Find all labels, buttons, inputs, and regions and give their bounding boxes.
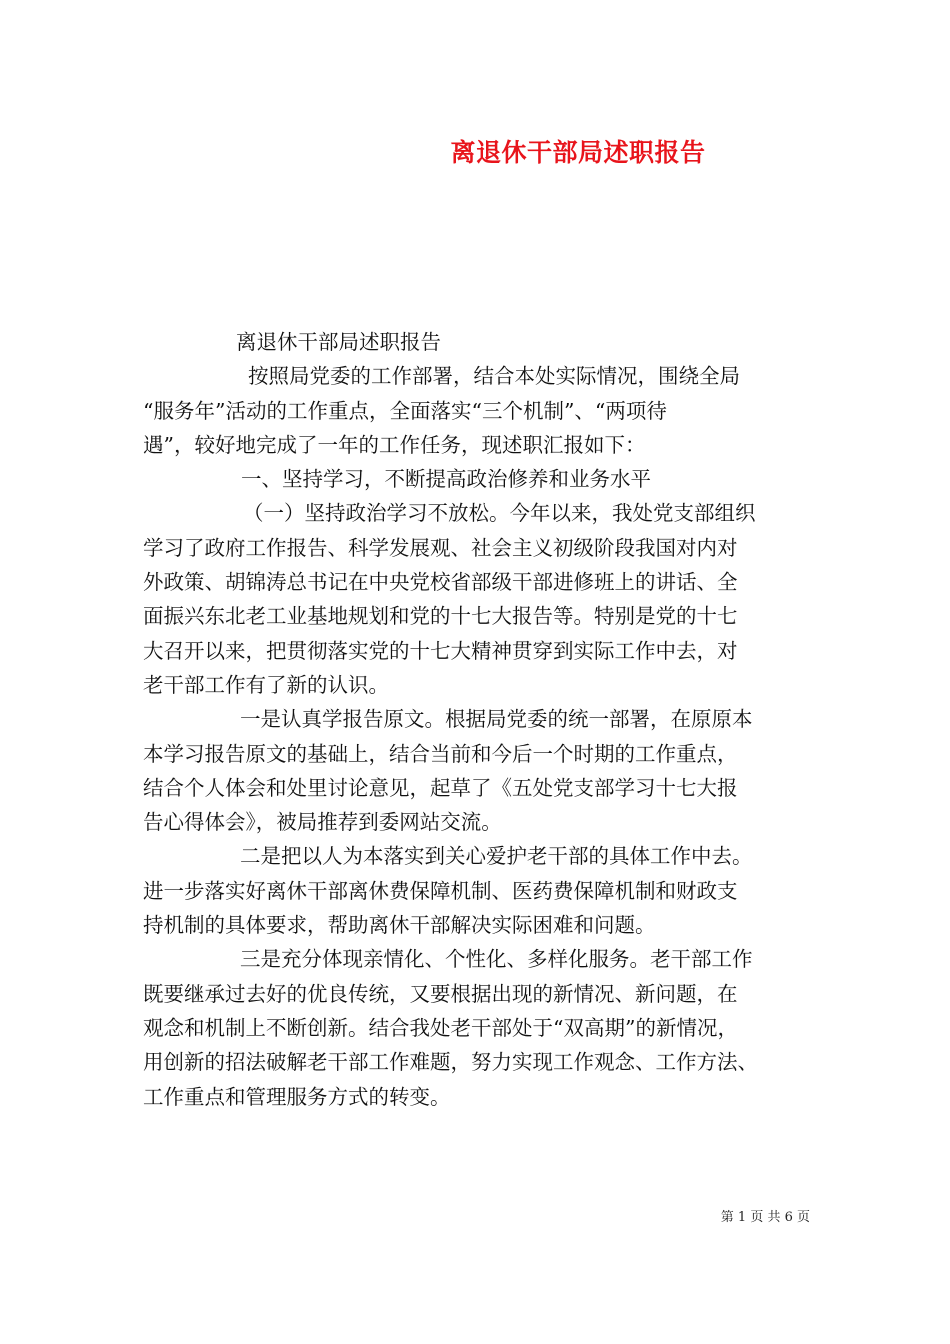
paragraph-line: 一是认真学报告原文。根据局党委的统一部署，在原原本 [240,707,753,732]
paragraph-line: 既要继承过去好的优良传统，又要根据出现的新情况、新问题，在 [143,981,738,1006]
paragraph-line: 三是充分体现亲情化、个性化、多样化服务。老干部工作 [240,947,753,972]
page-title: 离退休干部局述职报告 [450,138,706,167]
paragraph-line: 观念和机制上不断创新。结合我处老干部处于“双高期”的新情况， [143,1015,738,1040]
page-number-footer: 第 1 页 共 6 页 [720,1210,810,1225]
paragraph-line: “服务年”活动的工作重点，全面落实“三个机制”、“两项待 [143,398,667,423]
paragraph-line: 二是把以人为本落实到关心爱护老干部的具体工作中去。 [240,844,753,869]
subsection-heading-line: （一）坚持政治学习不放松。今年以来，我处党支部组织 [243,501,756,526]
paragraph-line: 按照局党委的工作部署，结合本处实际情况，围绕全局 [248,364,740,389]
section-heading: 一、坚持学习，不断提高政治修养和业务水平 [241,467,651,492]
paragraph-line: 大召开以来，把贯彻落实党的十七大精神贯穿到实际工作中去，对 [143,638,738,663]
paragraph-line: 持机制的具体要求，帮助离休干部解决实际困难和问题。 [143,913,656,938]
paragraph-line: 遇”，较好地完成了一年的工作任务，现述职汇报如下： [143,432,646,457]
paragraph-line: 老干部工作有了新的认识。 [143,672,389,697]
paragraph-line: 结合个人体会和处里讨论意见，起草了《五处党支部学习十七大报 [143,775,738,800]
paragraph-line: 告心得体会》，被局推荐到委网站交流。 [143,810,502,835]
paragraph-line: 用创新的招法破解老干部工作难题，努力实现工作观念、工作方法、 [143,1050,758,1075]
document-body [143,325,813,1114]
paragraph-line: 面振兴东北老工业基地规划和党的十七大报告等。特别是党的十七 [143,604,738,629]
document-heading: 离退休干部局述职报告 [236,330,441,354]
paragraph-line: 进一步落实好离休干部离休费保障机制、医药费保障机制和财政支 [143,878,738,903]
paragraph-line: 本学习报告原文的基础上，结合当前和今后一个时期的工作重点， [143,741,738,766]
paragraph-line: 学习了政府工作报告、科学发展观、社会主义初级阶段我国对内对 [143,535,738,560]
paragraph-line: 外政策、胡锦涛总书记在中央党校省部级干部进修班上的讲话、全 [143,570,738,595]
paragraph-line: 工作重点和管理服务方式的转变。 [143,1084,451,1109]
